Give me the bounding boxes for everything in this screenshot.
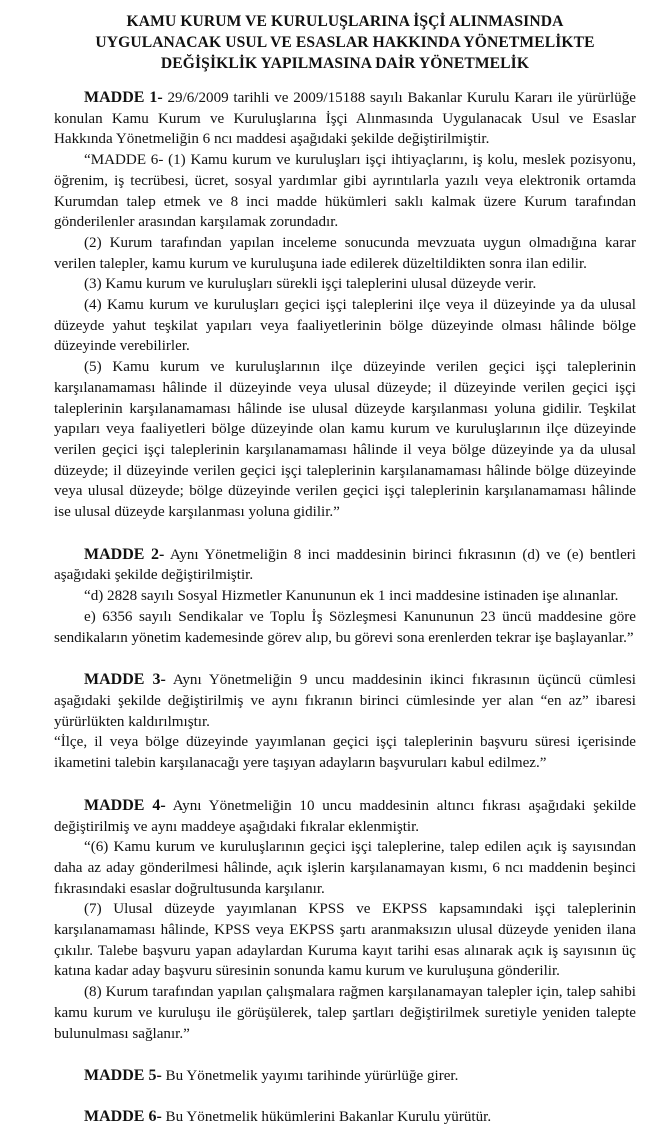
spacer [54,648,636,670]
article-5-label: MADDE 5- [84,1067,162,1085]
article-2-intro [54,545,636,586]
article-1-intro [54,88,636,150]
article-6 [54,1107,636,1128]
article-1-paragraph-5: (5) Kamu kurum ve kuruluşlarının ilçe düzeyinde verilen geçici işçi taleplerinin karşılanamaması hâlinde il düzeyinde veya ulusal düzeyde; il düzeyinde verilen geçici işçi taleplerinin karşılanamaması hâlinde ise ulusal düzeyde karşılanması yoluna gidilir. Teşkilat yapıları veya faaliyetleri bölge düzeyinde olan kamu kurum ve kuruluşlarının ilçe düzeyinde verilen geçici işçi taleplerinin karşılanamaması hâlinde il veya bölge düzeyinde ya da ulusal düzeyde; il düzeyinde verilen geçici işçi taleplerinin karşılanamaması hâlinde bölge düzeyinde veya ulusal düzeyde; bölge düzeyinde verilen geçici işçi taleplerinin karşılanamaması hâlinde ise ulusal düzeyde karşılanması yoluna gidilir.” [54,359,636,521]
article-1-paragraph-2: (2) Kurum tarafından yapılan inceleme sonucunda mevzuata uygun olmadığına karar verilen talepler, kamu kurum ve kuruluşuna iade edilerek düzeltildikten sonra ilan edilir. [54,234,636,272]
spacer [54,774,636,796]
document-title [54,11,636,74]
article-4-paragraph-7: (7) Ulusal düzeyde yayımlanan KPSS ve EKPSS kapsamındaki işçi taleplerinin karşılanamaması hâlinde, KPSS veya EKPSS şartı aranmaksızın ulusal düzeyde yeniden ilana çıkılır. Talebe başvuru yapan adaylardan Kuruma kayıt tarihi esas alınarak açık iş sayısının üç katına kadar aday başvuru süresinin sonunda kamu kurum ve kuruluşuna gönderilir. [54,901,636,980]
article-3-intro [54,670,636,732]
article-2-item-e: e) 6356 sayılı Sendikalar ve Toplu İş Sözleşmesi Kanununun 23 üncü maddesine göre sendikaların yönetim kademesinde görev alıp, bu görevi sona erenlerden tekrar işe başlayanlar.” [54,608,636,646]
article-4-intro [54,796,636,837]
article-5-body: Bu Yönetmelik yayımı tarihinde yürürlüğe girer. [161,1068,459,1085]
spacer [54,1044,636,1066]
article-3-quote: “İlçe, il veya bölge düzeyinde yayımlanan geçici işçi taleplerinin başvuru süresi içerisinde ikametini talebin karşılanacağı yere taşıyan adayların başvuruları kabul edilmez.” [54,734,636,772]
article-1-paragraph-4: (4) Kamu kurum ve kuruluşları geçici işçi taleplerini ilçe veya il düzeyinde ya da ulusal düzeyde yahut teşkilat yapıları veya faaliyetlerinin bölge düzeyinde olması hâlinde bölge düzeyinde verebilirler. [54,297,636,355]
spacer [54,523,636,545]
article-2 [54,545,636,649]
article-5 [54,1066,636,1087]
article-5-text [54,1066,636,1087]
article-3-intro-text: Aynı Yönetmeliğin 9 uncu maddesinin ikinci fıkrasının üçüncü cümlesi aşağıdaki şekilde değiştirilmiş ve aynı fıkranın birinci cümlesinde yer alan “en az” ibaresi yürürlükten kaldırılmıştır. [54,672,636,730]
article-2-item-d: “d) 2828 sayılı Sosyal Hizmetler Kanununun ek 1 inci maddesine istinaden işe alınanlar. [84,588,619,605]
article-1-paragraph-1: “MADDE 6- (1) Kamu kurum ve kuruluşları işçi ihtiyaçlarını, iş kolu, meslek pozisyonu, öğrenim, iş tecrübesi, ücret, sosyal yardımlar gibi ayrıntılarla yazılı veya elektronik ortamda Kurumdan talep etmek ve 8 inci madde hükümleri saklı kalmak üzere Kurum tarafından gönderilenler arasından karşılamak zorundadır. [54,152,636,231]
article-2-intro-text: Aynı Yönetmeliğin 8 inci maddesinin birinci fıkrasının (d) ve (e) bentleri aşağıdaki şekilde değiştirilmiştir. [54,546,637,584]
article-1 [54,88,636,523]
article-2-label: MADDE 2- [84,545,165,563]
article-4 [54,796,636,1044]
title-line-2: UYGULANACAK USUL VE ESASLAR HAKKINDA YÖNETMELİKTE [95,34,595,51]
article-4-paragraph-8: (8) Kurum tarafından yapılan çalışmalara rağmen karşılanamayan talepler için, talep sahibi kamu kurum ve kuruluşu ile görüşülerek, talep şartları değiştirilmek suretiyle yeniden talepte bulunulması sağlanır.” [54,984,636,1042]
article-1-label: MADDE 1- [84,89,163,106]
article-4-paragraph-6: “(6) Kamu kurum ve kuruluşlarının geçici işçi taleplerine, talep edilen açık iş sayısından daha az aday gönderilmesi hâlinde, açık işlerin karşılanamayan kısmı, 6 ncı maddenin beşinci fıkrasındaki esaslar doğrultusunda karşılanır. [54,839,636,897]
article-1-intro-text: 29/6/2009 tarihli ve 2009/15188 sayılı Bakanlar Kurulu Kararı ile yürürlüğe konulan Kamu Kurum ve Kuruluşlarına İşçi Alınmasında Uygulanacak Usul ve Esaslar Hakkında Yönetmeliğin 6 ncı maddesi aşağıdaki şekilde değiştirilmiştir. [54,90,636,148]
article-6-label: MADDE 6- [84,1107,162,1125]
article-1-paragraph-3: (3) Kamu kurum ve kuruluşları sürekli işçi taleplerini ulusal düzeyde verir. [84,276,537,293]
article-4-label: MADDE 4- [84,796,166,814]
title-line-1: KAMU KURUM VE KURULUŞLARINA İŞÇİ ALINMASINDA [126,13,564,30]
article-3 [54,670,636,774]
title-line-3: DEĞİŞİKLİK YAPILMASINA DAİR YÖNETMELİK [160,55,530,72]
article-4-intro-text: Aynı Yönetmeliğin 10 uncu maddesinin altıncı fıkrası aşağıdaki şekilde değiştirilmiş ve aynı maddeye aşağıdaki fıkralar eklenmiştir. [54,797,636,835]
article-3-label: MADDE 3- [84,671,166,689]
article-6-text [54,1107,636,1128]
spacer [54,1087,636,1107]
article-6-body: Bu Yönetmelik hükümlerini Bakanlar Kurulu yürütür. [161,1108,492,1125]
